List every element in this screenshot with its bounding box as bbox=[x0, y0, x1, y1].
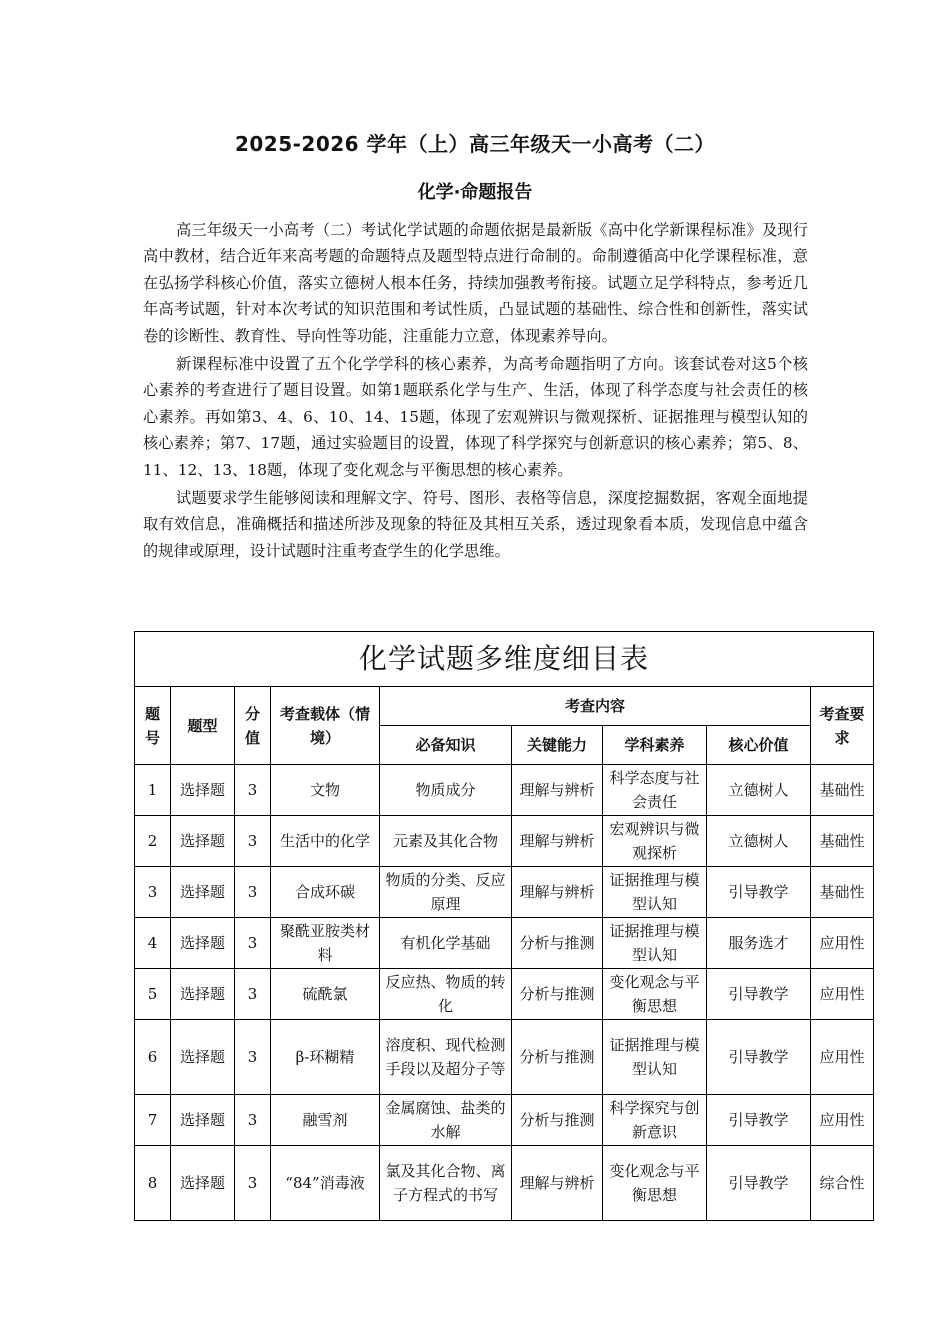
cell-requirement: 综合性 bbox=[811, 1146, 874, 1221]
header-content: 考查内容 bbox=[380, 687, 811, 726]
cell-knowledge: 溶度积、现代检测手段以及超分子等 bbox=[380, 1020, 512, 1095]
table-row bbox=[135, 1020, 874, 1095]
detail-table bbox=[134, 631, 874, 1221]
table-row bbox=[135, 969, 874, 1020]
cell-literacy: 宏观辨识与微观探析 bbox=[603, 816, 707, 867]
cell-requirement: 应用性 bbox=[811, 918, 874, 969]
header-score: 分值 bbox=[235, 687, 271, 765]
cell-score: 3 bbox=[235, 816, 271, 867]
cell-type: 选择题 bbox=[171, 1020, 235, 1095]
cell-knowledge: 氯及其化合物、离子方程式的书写 bbox=[380, 1146, 512, 1221]
cell-number: 7 bbox=[135, 1095, 171, 1146]
cell-literacy: 变化观念与平衡思想 bbox=[603, 1146, 707, 1221]
cell-type: 选择题 bbox=[171, 765, 235, 816]
paragraph: 试题要求学生能够阅读和理解文字、符号、图形、表格等信息，深度挖掘数据，客观全面地提取有效信息，准确概括和描述所涉及现象的特征及其相互关系，透过现象看本质，发现信息中蕴含的规律或原理，设计试题时注重考查学生的化学思维。 bbox=[143, 489, 808, 560]
cell-score: 3 bbox=[235, 867, 271, 918]
cell-ability: 理解与辨析 bbox=[512, 1146, 603, 1221]
cell-number: 2 bbox=[135, 816, 171, 867]
cell-ability: 理解与辨析 bbox=[512, 816, 603, 867]
document-title: 2025-2026 学年（上）高三年级天一小高考（二） bbox=[234, 132, 716, 156]
cell-literacy: 变化观念与平衡思想 bbox=[603, 969, 707, 1020]
header-number: 题号 bbox=[135, 687, 171, 765]
table-row bbox=[135, 816, 874, 867]
cell-number: 3 bbox=[135, 867, 171, 918]
cell-score: 3 bbox=[235, 969, 271, 1020]
cell-number: 8 bbox=[135, 1146, 171, 1221]
cell-knowledge: 金属腐蚀、盐类的水解 bbox=[380, 1095, 512, 1146]
table-row bbox=[135, 765, 874, 816]
cell-carrier: “84”消毒液 bbox=[271, 1146, 380, 1221]
cell-requirement: 应用性 bbox=[811, 1020, 874, 1095]
cell-requirement: 基础性 bbox=[811, 765, 874, 816]
cell-value: 引导教学 bbox=[707, 1095, 811, 1146]
table-row bbox=[135, 918, 874, 969]
cell-value: 服务选才 bbox=[707, 918, 811, 969]
cell-knowledge: 物质成分 bbox=[380, 765, 512, 816]
cell-score: 3 bbox=[235, 1020, 271, 1095]
paragraph: 高三年级天一小高考（二）考试化学试题的命题依据是最新版《高中化学新课程标准》及现行高中教材，结合近年来高考题的命题特点及题型特点进行命制的。命制遵循高中化学课程标准，意在弘扬学科核心价值，落实立德树人根本任务，持续加强教考衔接。试题立足学科特点，参考近几年高考试题，针对本次考试的知识范围和考试性质，凸显试题的基础性、综合性和创新性，落实试卷的诊断性、教育性、导向性等功能，注重能力立意，体现素养导向。 bbox=[143, 221, 808, 345]
cell-requirement: 基础性 bbox=[811, 867, 874, 918]
cell-literacy: 科学态度与社会责任 bbox=[603, 765, 707, 816]
table-title: 化学试题多维度细目表 bbox=[135, 632, 874, 687]
cell-value: 立德树人 bbox=[707, 816, 811, 867]
cell-literacy: 科学探究与创新意识 bbox=[603, 1095, 707, 1146]
header-literacy: 学科素养 bbox=[603, 726, 707, 765]
detail-table-container bbox=[134, 631, 873, 1221]
header-carrier: 考查载体（情境） bbox=[271, 687, 380, 765]
table-row bbox=[135, 1095, 874, 1146]
cell-ability: 分析与推测 bbox=[512, 1020, 603, 1095]
cell-value: 引导教学 bbox=[707, 1020, 811, 1095]
document-subtitle: 化学·命题报告 bbox=[417, 182, 533, 203]
cell-ability: 分析与推测 bbox=[512, 1095, 603, 1146]
cell-type: 选择题 bbox=[171, 867, 235, 918]
cell-knowledge: 元素及其化合物 bbox=[380, 816, 512, 867]
cell-literacy: 证据推理与模型认知 bbox=[603, 867, 707, 918]
cell-carrier: 聚酰亚胺类材料 bbox=[271, 918, 380, 969]
cell-score: 3 bbox=[235, 765, 271, 816]
cell-carrier: 合成环碳 bbox=[271, 867, 380, 918]
cell-type: 选择题 bbox=[171, 1095, 235, 1146]
cell-literacy: 证据推理与模型认知 bbox=[603, 918, 707, 969]
cell-number: 4 bbox=[135, 918, 171, 969]
cell-knowledge: 物质的分类、反应原理 bbox=[380, 867, 512, 918]
header-knowledge: 必备知识 bbox=[380, 726, 512, 765]
cell-number: 5 bbox=[135, 969, 171, 1020]
header-requirement: 考查要求 bbox=[811, 687, 874, 765]
cell-literacy: 证据推理与模型认知 bbox=[603, 1020, 707, 1095]
cell-ability: 分析与推测 bbox=[512, 918, 603, 969]
cell-ability: 理解与辨析 bbox=[512, 765, 603, 816]
cell-type: 选择题 bbox=[171, 969, 235, 1020]
cell-carrier: 文物 bbox=[271, 765, 380, 816]
cell-score: 3 bbox=[235, 918, 271, 969]
cell-type: 选择题 bbox=[171, 1146, 235, 1221]
cell-number: 6 bbox=[135, 1020, 171, 1095]
cell-requirement: 应用性 bbox=[811, 969, 874, 1020]
report-body bbox=[143, 217, 808, 566]
cell-value: 引导教学 bbox=[707, 969, 811, 1020]
cell-requirement: 基础性 bbox=[811, 816, 874, 867]
cell-carrier: 融雪剂 bbox=[271, 1095, 380, 1146]
header-value: 核心价值 bbox=[707, 726, 811, 765]
cell-number: 1 bbox=[135, 765, 171, 816]
table-row bbox=[135, 1146, 874, 1221]
cell-score: 3 bbox=[235, 1095, 271, 1146]
cell-ability: 理解与辨析 bbox=[512, 867, 603, 918]
cell-carrier: 生活中的化学 bbox=[271, 816, 380, 867]
cell-carrier: β-环糊精 bbox=[271, 1020, 380, 1095]
cell-requirement: 应用性 bbox=[811, 1095, 874, 1146]
cell-value: 引导教学 bbox=[707, 867, 811, 918]
cell-knowledge: 反应热、物质的转化 bbox=[380, 969, 512, 1020]
cell-ability: 分析与推测 bbox=[512, 969, 603, 1020]
cell-value: 引导教学 bbox=[707, 1146, 811, 1221]
cell-carrier: 硫酰氯 bbox=[271, 969, 380, 1020]
table-row bbox=[135, 867, 874, 918]
cell-type: 选择题 bbox=[171, 816, 235, 867]
cell-score: 3 bbox=[235, 1146, 271, 1221]
header-type: 题型 bbox=[171, 687, 235, 765]
cell-value: 立德树人 bbox=[707, 765, 811, 816]
paragraph: 新课程标准中设置了五个化学学科的核心素养，为高考命题指明了方向。该套试卷对这5个核心素养的考查进行了题目设置。如第1题联系化学与生产、生活，体现了科学态度与社会责任的核心素养。再如第3、4、6、10、14、15题，体现了宏观辨识与微观探析、证据推理与模型认知的核心素养；第7、17题，通过实验题目的设置，体现了科学探究与创新意识的核心素养；第5、8、11、12、13、18题，体现了变化观念与平衡思想的核心素养。 bbox=[143, 355, 808, 479]
cell-type: 选择题 bbox=[171, 918, 235, 969]
header-ability: 关键能力 bbox=[512, 726, 603, 765]
cell-knowledge: 有机化学基础 bbox=[380, 918, 512, 969]
